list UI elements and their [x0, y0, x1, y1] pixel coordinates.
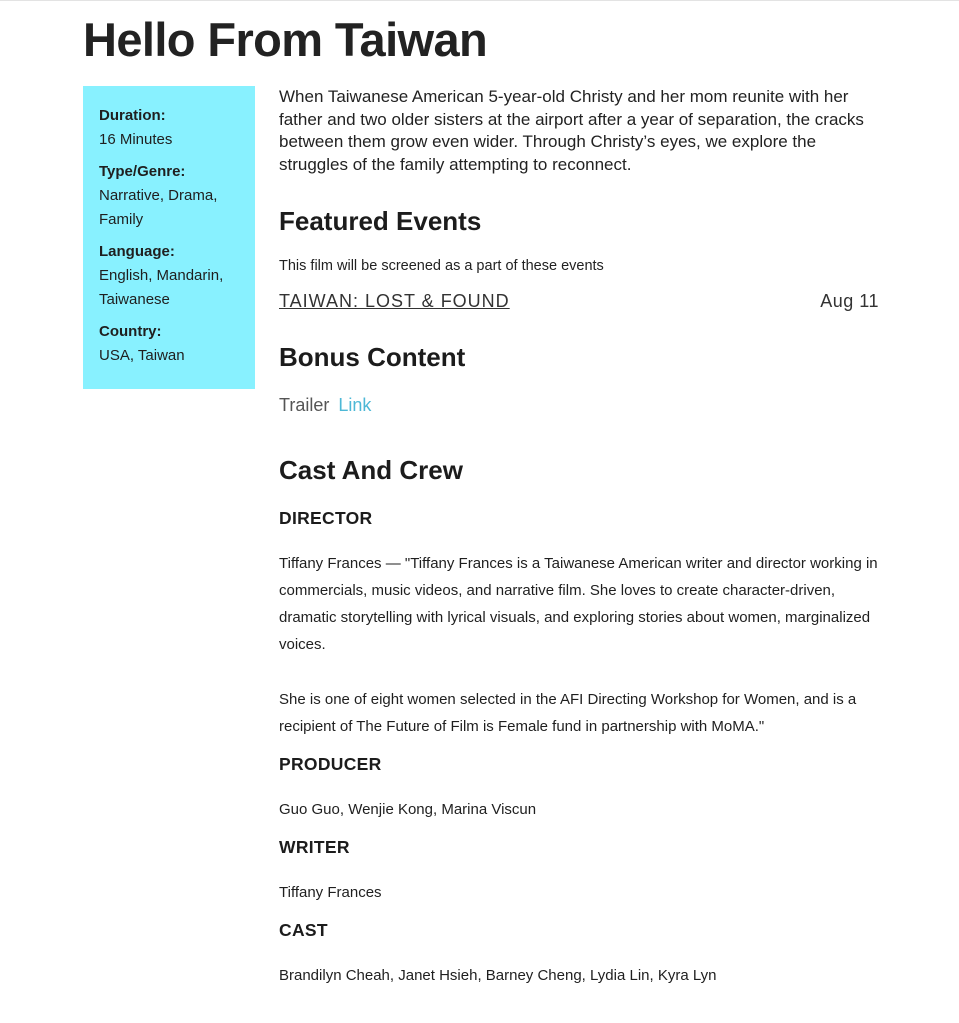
info-duration [99, 104, 245, 152]
info-value: Narrative, Drama, Family [99, 187, 218, 228]
event-row [279, 289, 881, 315]
trailer-link[interactable]: Link [338, 395, 372, 415]
info-country [99, 320, 245, 368]
info-label: Language: [99, 243, 175, 260]
writer-names: Tiffany Frances [279, 884, 382, 901]
film-synopsis-container [279, 86, 881, 176]
info-label: Country: [99, 323, 162, 340]
producer-heading: PRODUCER [279, 754, 382, 774]
event-date: Aug 11 [820, 291, 879, 311]
top-divider [0, 0, 959, 1]
bonus-trailer-row [279, 393, 371, 417]
info-genre [99, 160, 245, 232]
director-heading: DIRECTOR [279, 508, 373, 528]
featured-events-intro: This film will be screened as a part of these events [279, 258, 604, 274]
cast-and-crew-heading: Cast And Crew [279, 455, 463, 485]
info-label: Type/Genre: [99, 163, 186, 180]
director-bio-paragraph-2: She is one of eight women selected in the AFI Directing Workshop for Women, and is a recipient of The Future of Film is Female fund in partnership with MoMA." [279, 691, 857, 735]
trailer-label: Trailer [279, 395, 330, 415]
info-language [99, 240, 245, 312]
info-value: 16 Minutes [99, 131, 173, 148]
featured-events-heading: Featured Events [279, 206, 482, 236]
producer-names: Guo Guo, Wenjie Kong, Marina Viscun [279, 801, 537, 818]
writer-heading: WRITER [279, 837, 350, 857]
info-label: Duration: [99, 107, 166, 124]
cast-heading: CAST [279, 920, 328, 940]
event-link[interactable]: TAIWAN: LOST & FOUND [279, 291, 510, 311]
film-info-box [83, 86, 255, 389]
bonus-content-heading: Bonus Content [279, 342, 466, 372]
page-title: Hello From Taiwan [83, 13, 488, 66]
director-bio-paragraph-1: Tiffany Frances — "Tiffany Frances is a Taiwanese American writer and director working in commercials, music videos, and narrative film. She loves to create character-driven, dramatic storytelling with lyrical visuals, and exploring stories about women, marginalized voices. [279, 555, 878, 653]
film-synopsis: When Taiwanese American 5-year-old Christy and her mom reunite with her father and two older sisters at the airport after a year of separation, the cracks between them grow even wider. Through Christy’s eyes, we explore the struggles of the family attempting to reconnect. [279, 87, 864, 174]
cast-names: Brandilyn Cheah, Janet Hsieh, Barney Cheng, Lydia Lin, Kyra Lyn [279, 967, 717, 984]
info-value: English, Mandarin, Taiwanese [99, 267, 224, 308]
info-value: USA, Taiwan [99, 347, 185, 364]
